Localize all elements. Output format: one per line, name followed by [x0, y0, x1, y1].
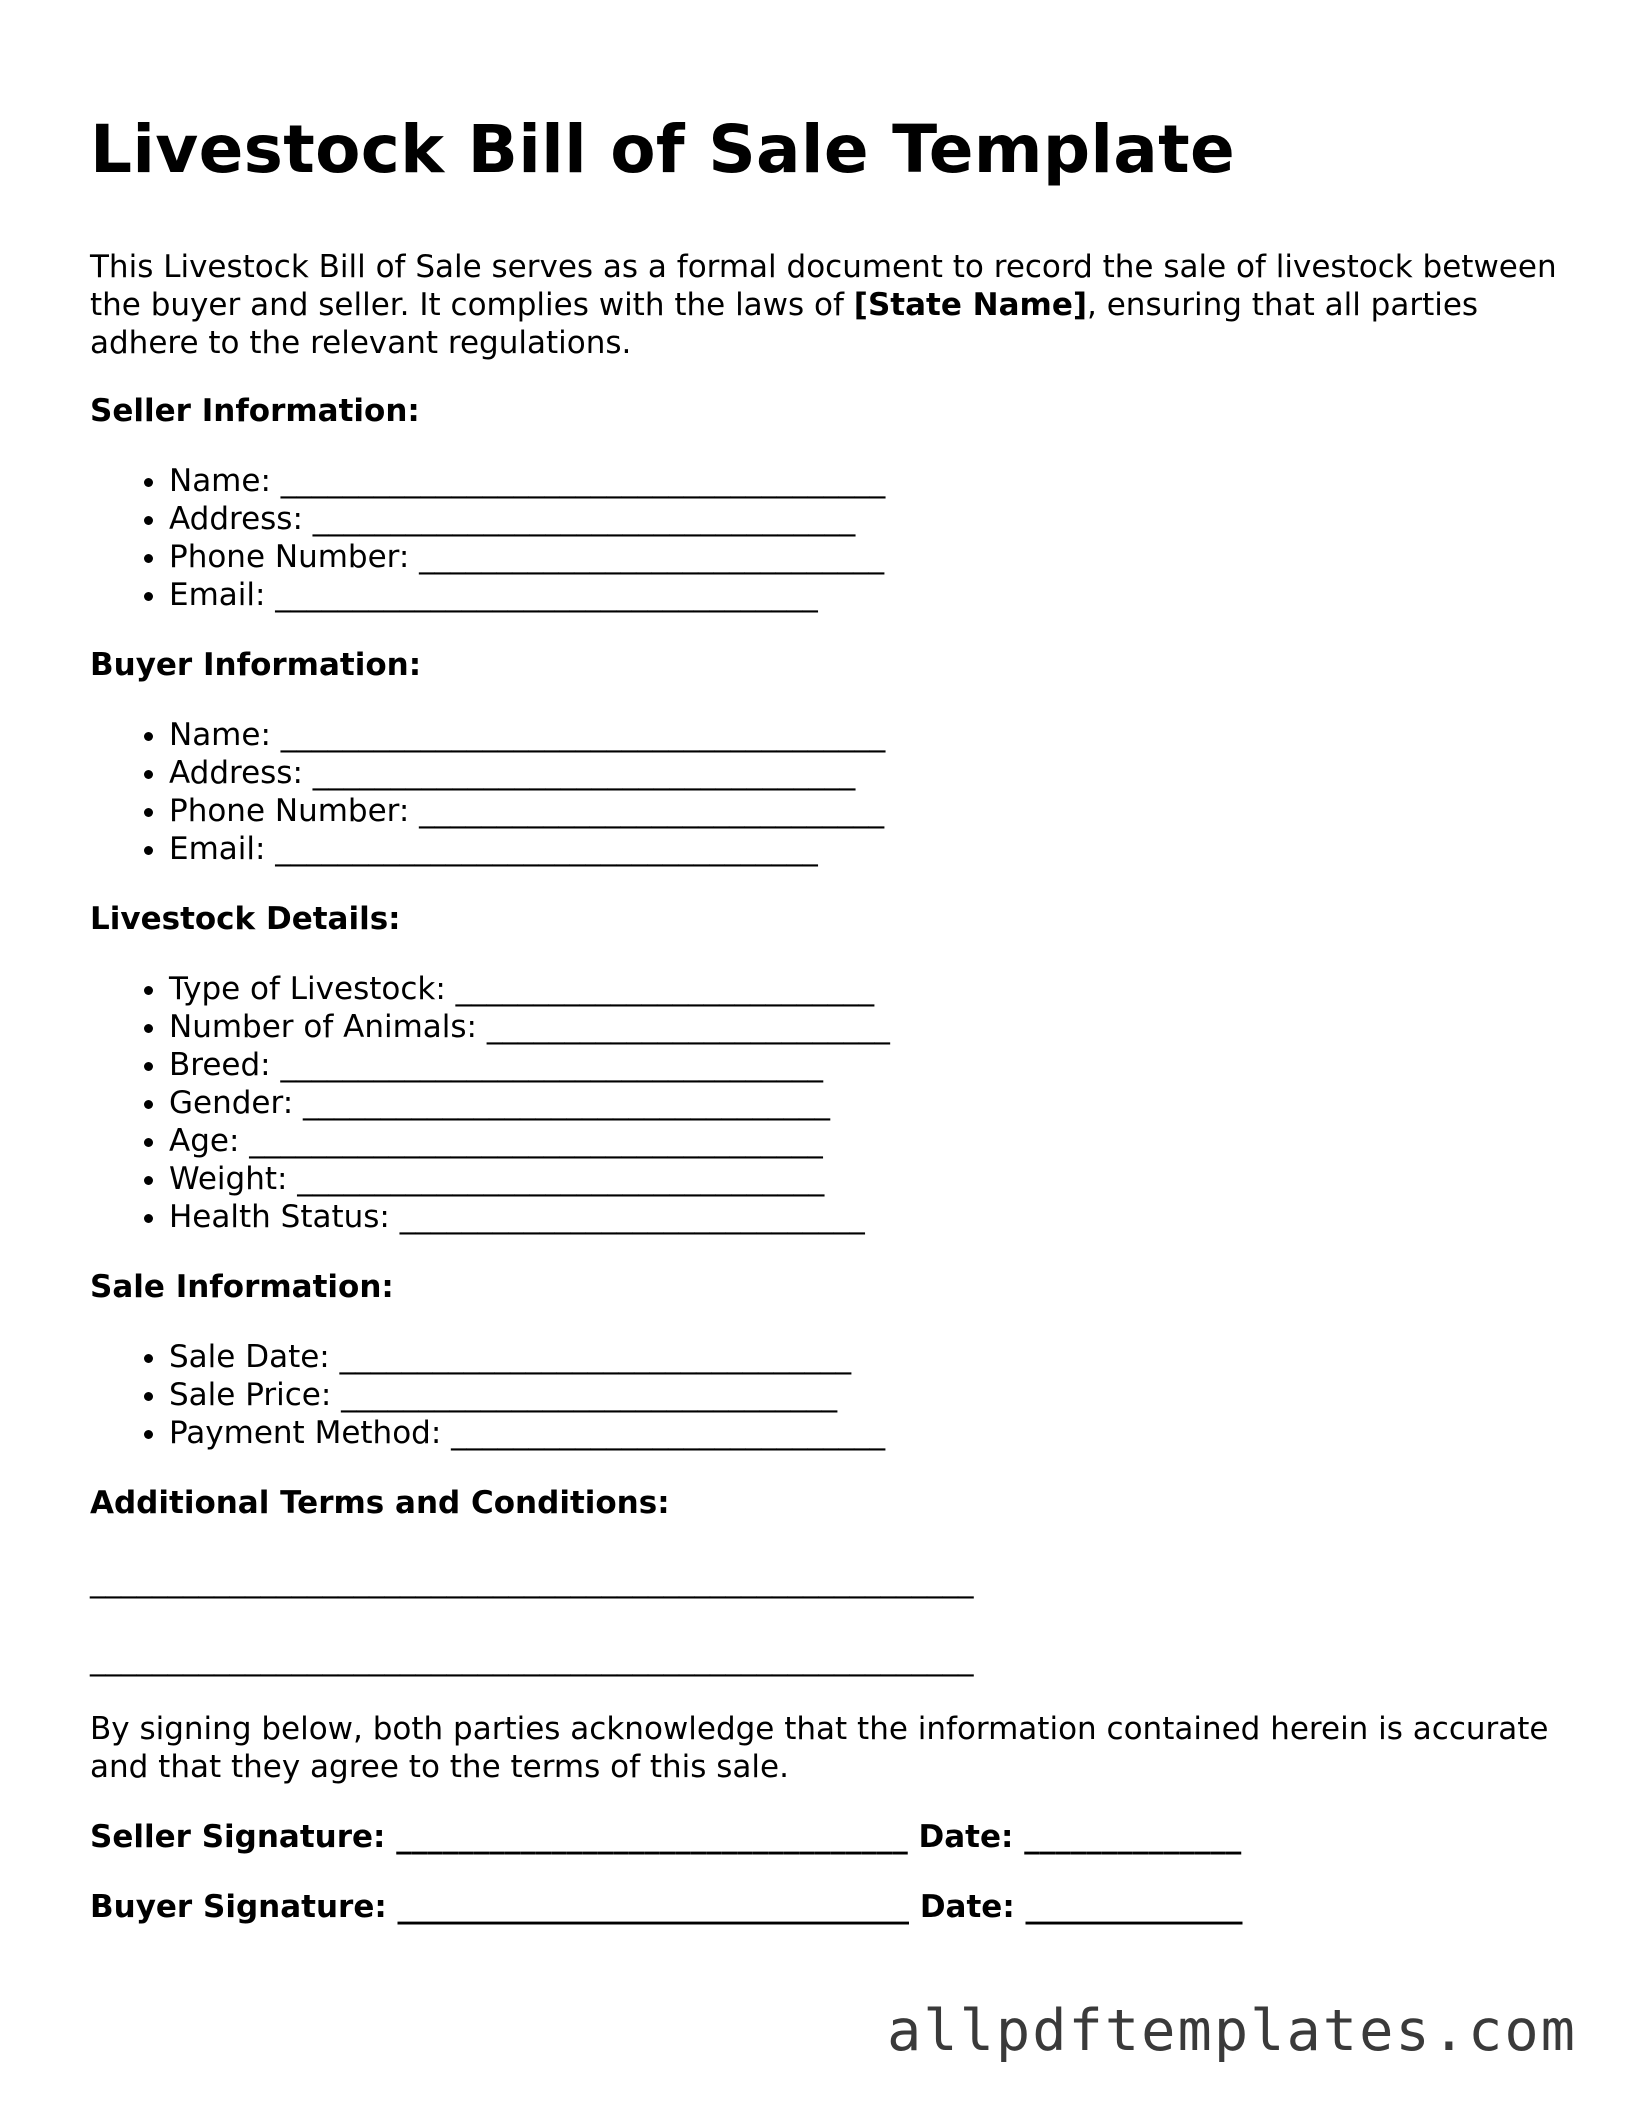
- livestock-health-field[interactable]: • Health Status: ______________________________: [169, 1198, 1560, 1236]
- buyer-email-field[interactable]: • Email: ___________________________________: [169, 830, 1560, 868]
- acknowledgement-paragraph: By signing below, both parties acknowledge that the information contained herein is accurate and that they agree to the terms of this sale.: [90, 1711, 1549, 1785]
- payment-method-field[interactable]: • Payment Method: ____________________________: [169, 1414, 1560, 1452]
- seller-phone-field[interactable]: • Phone Number: ______________________________: [169, 538, 1560, 576]
- livestock-details-heading: Livestock Details:: [90, 901, 401, 937]
- livestock-type-field[interactable]: • Type of Livestock: ___________________________: [169, 970, 1560, 1008]
- livestock-breed-field[interactable]: • Breed: ___________________________________: [169, 1046, 1560, 1084]
- buyer-phone-field[interactable]: • Phone Number: ______________________________: [169, 792, 1560, 830]
- sale-price-field[interactable]: • Sale Price: ________________________________: [169, 1376, 1560, 1414]
- livestock-age-field[interactable]: • Age: _____________________________________: [169, 1122, 1560, 1160]
- livestock-number-field[interactable]: • Number of Animals: __________________________: [169, 1008, 1560, 1046]
- intro-text-part1: This Livestock Bill of Sale serves as a formal document to record the sale of livestock between the buyer and seller. It complies with the laws of: [90, 249, 1557, 323]
- livestock-gender-field[interactable]: • Gender: __________________________________: [169, 1084, 1560, 1122]
- sale-fields-list: [90, 1338, 1560, 1452]
- seller-email-field[interactable]: • Email: ___________________________________: [169, 576, 1560, 614]
- buyer-address-field[interactable]: • Address: ___________________________________: [169, 754, 1560, 792]
- buyer-fields-list: [90, 716, 1560, 868]
- seller-information-heading: Seller Information:: [90, 393, 420, 429]
- livestock-weight-field[interactable]: • Weight: __________________________________: [169, 1160, 1560, 1198]
- livestock-fields-list: [90, 970, 1560, 1236]
- sale-date-field[interactable]: • Sale Date: _________________________________: [169, 1338, 1560, 1376]
- sale-information-heading: Sale Information:: [90, 1269, 394, 1305]
- buyer-name-field[interactable]: • Name: _______________________________________: [169, 716, 1560, 754]
- intro-text-part2: , ensuring that all parties adhere to the relevant regulations.: [90, 287, 1479, 361]
- terms-blank-line-1[interactable]: _________________________________________________________: [90, 1563, 974, 1599]
- document-page: [90, 110, 1560, 1926]
- watermark-text: allpdftemplates.com: [886, 1998, 1577, 2064]
- seller-address-field[interactable]: • Address: ___________________________________: [169, 500, 1560, 538]
- terms-blank-line-2[interactable]: _________________________________________________________: [90, 1641, 974, 1677]
- seller-signature-line[interactable]: Seller Signature: _________________________________ Date: ______________: [90, 1819, 1242, 1855]
- page-title: Livestock Bill of Sale Template: [90, 111, 1236, 188]
- buyer-information-heading: Buyer Information:: [90, 647, 422, 683]
- seller-name-field[interactable]: • Name: _______________________________________: [169, 462, 1560, 500]
- state-name-placeholder: [State Name]: [853, 287, 1088, 323]
- additional-terms-heading: Additional Terms and Conditions:: [90, 1485, 670, 1521]
- intro-paragraph: [90, 248, 1560, 362]
- buyer-signature-line[interactable]: Buyer Signature: _________________________________ Date: ______________: [90, 1889, 1243, 1925]
- seller-fields-list: [90, 462, 1560, 614]
